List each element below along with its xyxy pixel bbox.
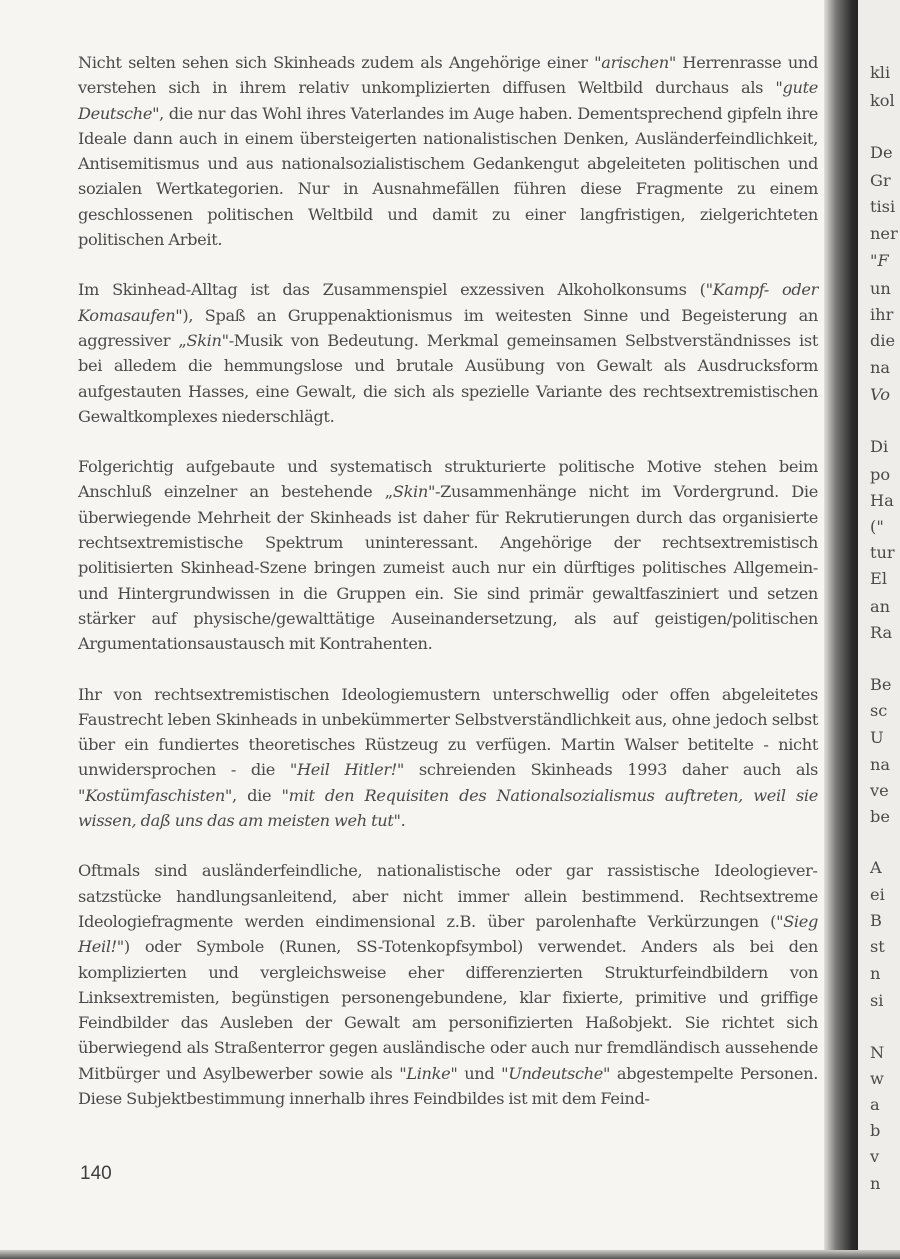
body-paragraph (78, 50, 818, 252)
facing-page-text-fragment: v (870, 1147, 880, 1166)
facing-page-text-fragment: n (870, 964, 881, 983)
page-number: 140 (80, 1163, 112, 1184)
italic-phrase: Skin (186, 330, 222, 350)
facing-page-text-fragment: w (870, 1069, 884, 1088)
facing-page-text-fragment: ner (870, 224, 898, 243)
facing-page-text-fragment: n (870, 1174, 881, 1193)
facing-page-text-fragment: ei (870, 885, 885, 904)
text-run: ) oder Symbole (Runen, SS-Totenkopfsymbol) verwendet. Anders als bei den komplizierten und vergleichsweise eher differenzierten Strukturfeindbildern von Linksextremisten, begünstigen personengebundene, klar fixierte, primitive und griffige Feindbilder das Ausleben der Gewalt am personifizierten Haßobjekt. Sie richtet sich überwiegend als Straßenterror gegen ausländische oder auch nur fremdländisch aussehende Mitbürger und Asylbewerber sowie als (78, 937, 818, 1083)
italic-phrase: "Undeutsche" (501, 1063, 611, 1083)
facing-page-text-fragment: A (870, 858, 882, 877)
italic-phrase: "Kampf- oder Komasaufen" (78, 280, 818, 325)
italic-phrase: "gute Deutsche" (78, 78, 818, 123)
text-run: , die nur das Wohl ihres Vaterlandes im Auge haben. Dementsprechend gipfeln ihre Ideale dann auch in einem übersteigerten nationalistischen Denken, Ausländerfeindlichkeit, Antisemitismus und aus nationalsozialistischem Gedankengut abgeleiteten politischen und sozialen Wertkategorien. Nur in Ausnahmefällen führen diese Fragmente zu einem geschlossenen politischen Weltbild und damit zu einer langfristigen, zielgerichteten politischen Arbeit. (78, 103, 818, 250)
facing-page-text-fragment: El (870, 569, 887, 588)
italic-phrase: "Sieg Heil!" (78, 911, 818, 957)
text-column (78, 50, 818, 1136)
text-run: schreienden Skinheads 1993 daher auch als (404, 760, 818, 780)
text-run: , die (232, 785, 282, 805)
facing-page-text-fragment: kol (870, 91, 895, 110)
text-run: "-Musik von Bedeutung. Merkmal gemeinsamen Selbstverständnisses ist bei alledem die hemmungslose und brutale Ausübung von Gewalt als Ausdrucksform aufgestauten Hasses, eine Gewalt, die sich als spezielle Variante des rechtsextremistischen Gewaltkomplexes niederschlägt. (78, 330, 818, 426)
text-run: Herrenrasse und verstehen sich in ihrem relativ unkomplizierten diffusen Weltbild durchaus als (78, 53, 818, 98)
facing-page-text-fragment: Di (870, 437, 889, 456)
facing-page-text-fragment: Ha (870, 491, 894, 510)
facing-page-text-fragment: tur (870, 543, 895, 562)
italic-phrase: "Linke" (399, 1063, 458, 1083)
facing-page-text-fragment: kli (870, 63, 891, 82)
italic-phrase: "Heil Hitler!" (289, 760, 404, 780)
text-run: Nicht selten sehen sich Skinheads zudem als Angehörige einer (78, 53, 595, 72)
facing-page-text-fragment: B (870, 911, 882, 930)
text-run: abgestempelte Personen. Diese Subjektbestimmung innerhalb ihres Feindbildes ist mit dem Feind- (78, 1063, 818, 1108)
italic-phrase: "Kostümfaschisten" (78, 785, 233, 805)
facing-page-text-fragment: U (870, 728, 884, 747)
facing-page-text-fragment: st (870, 937, 885, 956)
facing-page-text-fragment: b (870, 1121, 881, 1140)
body-paragraph (78, 858, 818, 1111)
facing-page-text-fragment: Ra (870, 623, 893, 642)
body-paragraph (78, 682, 818, 834)
facing-page-text-fragment: ihr (870, 305, 894, 324)
facing-page-text-fragment: na (870, 358, 891, 377)
body-paragraph (78, 277, 818, 429)
facing-page-text-fragment: die (870, 331, 896, 350)
facing-page-text-fragment: an (870, 597, 891, 616)
facing-page-text-fragment: (" (870, 517, 884, 536)
facing-page-text-fragment: De (870, 143, 893, 162)
italic-phrase: "arischen" (594, 53, 676, 72)
facing-page-text-fragment: Vo (870, 385, 890, 404)
facing-page-text-fragment: "F (870, 251, 889, 270)
body-paragraph (78, 454, 818, 656)
facing-page-text-fragment: Gr (870, 171, 891, 190)
text-run: ), Spaß an Gruppenaktionismus im weitesten Sinne und Begeisterung an aggressiver „ (78, 305, 818, 350)
facing-page-text-fragment: tisi (870, 197, 896, 216)
facing-page-text-fragment: sc (870, 701, 888, 720)
italic-phrase: Skin (392, 482, 428, 502)
bottom-scan-edge (0, 1250, 900, 1259)
text-run: Oftmals sind ausländerfeindliche, nationalistische oder gar rassistische Ideologieversatzstücke handlungsanleitend, aber nicht immer allein bestimmend. Rechtsextreme Ideologiefragmente werden eindimensional z.B. über parolenhafte Verkürzungen ( (78, 861, 818, 931)
facing-page-text-fragment: be (870, 807, 890, 826)
text-run: und (457, 1063, 502, 1083)
facing-page-text-fragment: Be (870, 675, 892, 694)
facing-page-edge (858, 0, 900, 1259)
facing-page-text-fragment: po (870, 465, 891, 484)
facing-page-text-fragment: na (870, 755, 891, 774)
facing-page-text-fragment: un (870, 279, 891, 298)
text-run: Im Skinhead-Alltag ist das Zusammenspiel exzessiven Alkoholkonsums ( (78, 280, 706, 300)
italic-phrase: "mit den Requisiten des Nationalsozialismus auftreten, weil sie wissen, daß uns das am meisten weh tut" (78, 785, 818, 831)
text-run: "-Zusammenhänge nicht im Vordergrund. Die überwiegende Mehrheit der Skinheads ist daher für Rekrutierungen durch das organisierte rechtsextremistische Spektrum uninteressant. Angehörige der rechtsextremistisch politisierten Skinhead-Szene bringen zumeist auch nur ein dürftiges politisches Allgemein- und Hintergrundwissen in die Gruppen ein. Sie sind primär gewaltfasziniert und setzen stärker auf physische/gewalttätige Auseinandersetzung, als auf geistigen/politischen Argumentationsaustausch mit Kontrahenten. (78, 482, 818, 654)
facing-page-text-fragment: si (870, 991, 884, 1010)
facing-page-text-fragment: ve (870, 781, 889, 800)
text-run: Ihr von rechtsextremistischen Ideologiemustern unterschwellig oder offen abgeleitetes Faustrecht leben Skinheads in unbekümmerter Selbstverständlichkeit aus, ohne jedoch selbst über ein fundiertes theoretisches Rüstzeug zu verfügen. Martin Walser betitelte - nicht unwidersprochen - die (78, 684, 818, 780)
text-run: Folgerichtig aufgebaute und systematisch strukturierte politische Motive stehen beim Anschluß einzelner an bestehende „ (78, 457, 818, 502)
facing-page-text-fragment: a (870, 1095, 880, 1114)
facing-page-text-fragment: N (870, 1043, 885, 1062)
text-run: . (400, 811, 406, 831)
